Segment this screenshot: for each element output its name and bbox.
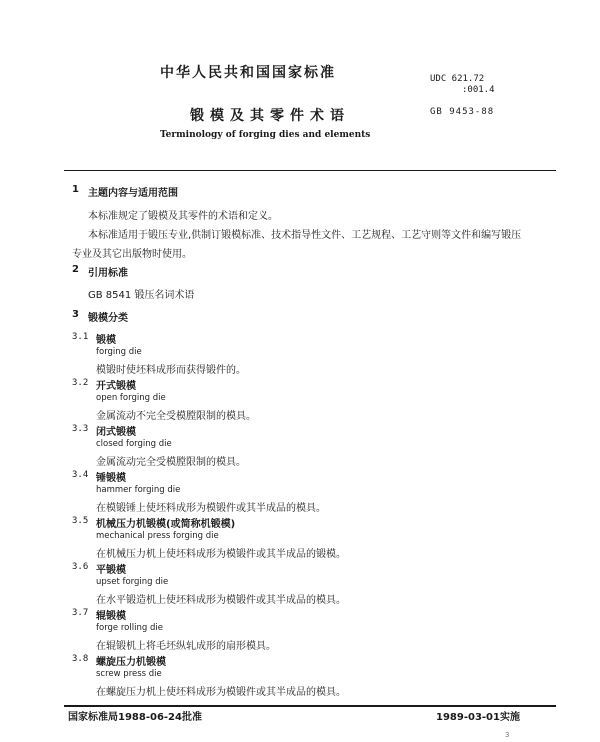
header-divider <box>64 170 556 171</box>
term-number: 3.4 <box>72 470 89 480</box>
term-definition: 在水平锻造机上使坯料成形为模锻件或其半成品的模具。 <box>96 595 346 606</box>
term-number: 3.2 <box>72 378 89 388</box>
section-2-reference: GB 8541 锻压名词术语 <box>88 290 195 301</box>
national-standard-heading: 中华人民共和国国家标准 <box>160 65 336 81</box>
footer-divider <box>64 705 556 707</box>
gb-standard-code: GB 9453-88 <box>430 107 495 117</box>
term-english: forge rolling die <box>96 623 163 633</box>
term-chinese: 平锻模 <box>96 565 126 576</box>
section-1-paragraph-1: 本标准规定了锻模及其零件的术语和定义。 <box>88 211 278 222</box>
term-number: 3.1 <box>72 332 89 342</box>
term-number: 3.3 <box>72 424 89 434</box>
term-english: hammer forging die <box>96 485 181 495</box>
section-1-paragraph-2-cont: 专业及其它出版物时使用。 <box>72 249 192 260</box>
term-english: open forging die <box>96 393 166 403</box>
effective-date: 1989-03-01实施 <box>436 712 520 723</box>
section-3-number: 3 <box>72 309 79 320</box>
term-chinese: 闭式锻模 <box>96 427 136 438</box>
term-chinese: 机械压力机锻模(或简称机锻模) <box>96 519 236 530</box>
section-3-title: 锻模分类 <box>88 313 128 324</box>
term-english: closed forging die <box>96 439 172 449</box>
term-definition: 在辊锻机上将毛坯纵轧成形的扇形模具。 <box>96 641 276 652</box>
term-definition: 模锻时使坯料成形而获得锻件的。 <box>96 365 246 376</box>
term-chinese: 开式锻模 <box>96 381 136 392</box>
term-english: screw press die <box>96 669 162 679</box>
term-definition: 金属流动完全受模膛限制的模具。 <box>96 457 246 468</box>
term-number: 3.5 <box>72 516 89 526</box>
term-definition: 在机械压力机上使坯料成形为模锻件或其半成品的锻模。 <box>96 549 346 560</box>
term-number: 3.7 <box>72 608 89 618</box>
term-chinese: 锻模 <box>96 335 116 346</box>
page-mark: 3 <box>505 731 510 739</box>
section-2-title: 引用标准 <box>88 268 128 279</box>
udc-code-suffix: :001.4 <box>462 85 495 95</box>
term-number: 3.8 <box>72 654 89 664</box>
approval-date: 国家标准局1988-06-24批准 <box>68 712 202 723</box>
term-number: 3.6 <box>72 562 89 572</box>
term-chinese: 辊锻模 <box>96 611 126 622</box>
section-1-paragraph-2: 本标准适用于锻压专业,供制订锻模标准、技术指导性文件、工艺规程、工艺守则等文件和编写锻压 <box>88 230 522 241</box>
term-definition: 在螺旋压力机上使坯料成形为模锻件或其半成品的模具。 <box>96 687 346 698</box>
term-definition: 在模锻锤上使坯料成形为模锻件或其半成品的模具。 <box>96 503 326 514</box>
document-title-en: Terminology of forging dies and elements <box>160 130 371 140</box>
section-2-number: 2 <box>72 264 79 275</box>
section-1-title: 主题内容与适用范围 <box>88 188 178 199</box>
term-english: forging die <box>96 347 142 357</box>
term-definition: 金属流动不完全受模膛限制的模具。 <box>96 411 256 422</box>
term-chinese: 螺旋压力机锻模 <box>96 657 166 668</box>
udc-code: UDC 621.72 <box>430 74 485 84</box>
section-1-number: 1 <box>72 184 79 195</box>
term-chinese: 锤锻模 <box>96 473 126 484</box>
document-title-cn: 锻模及其零件术语 <box>190 108 350 124</box>
term-english: upset forging die <box>96 577 169 587</box>
term-english: mechanical press forging die <box>96 531 219 541</box>
